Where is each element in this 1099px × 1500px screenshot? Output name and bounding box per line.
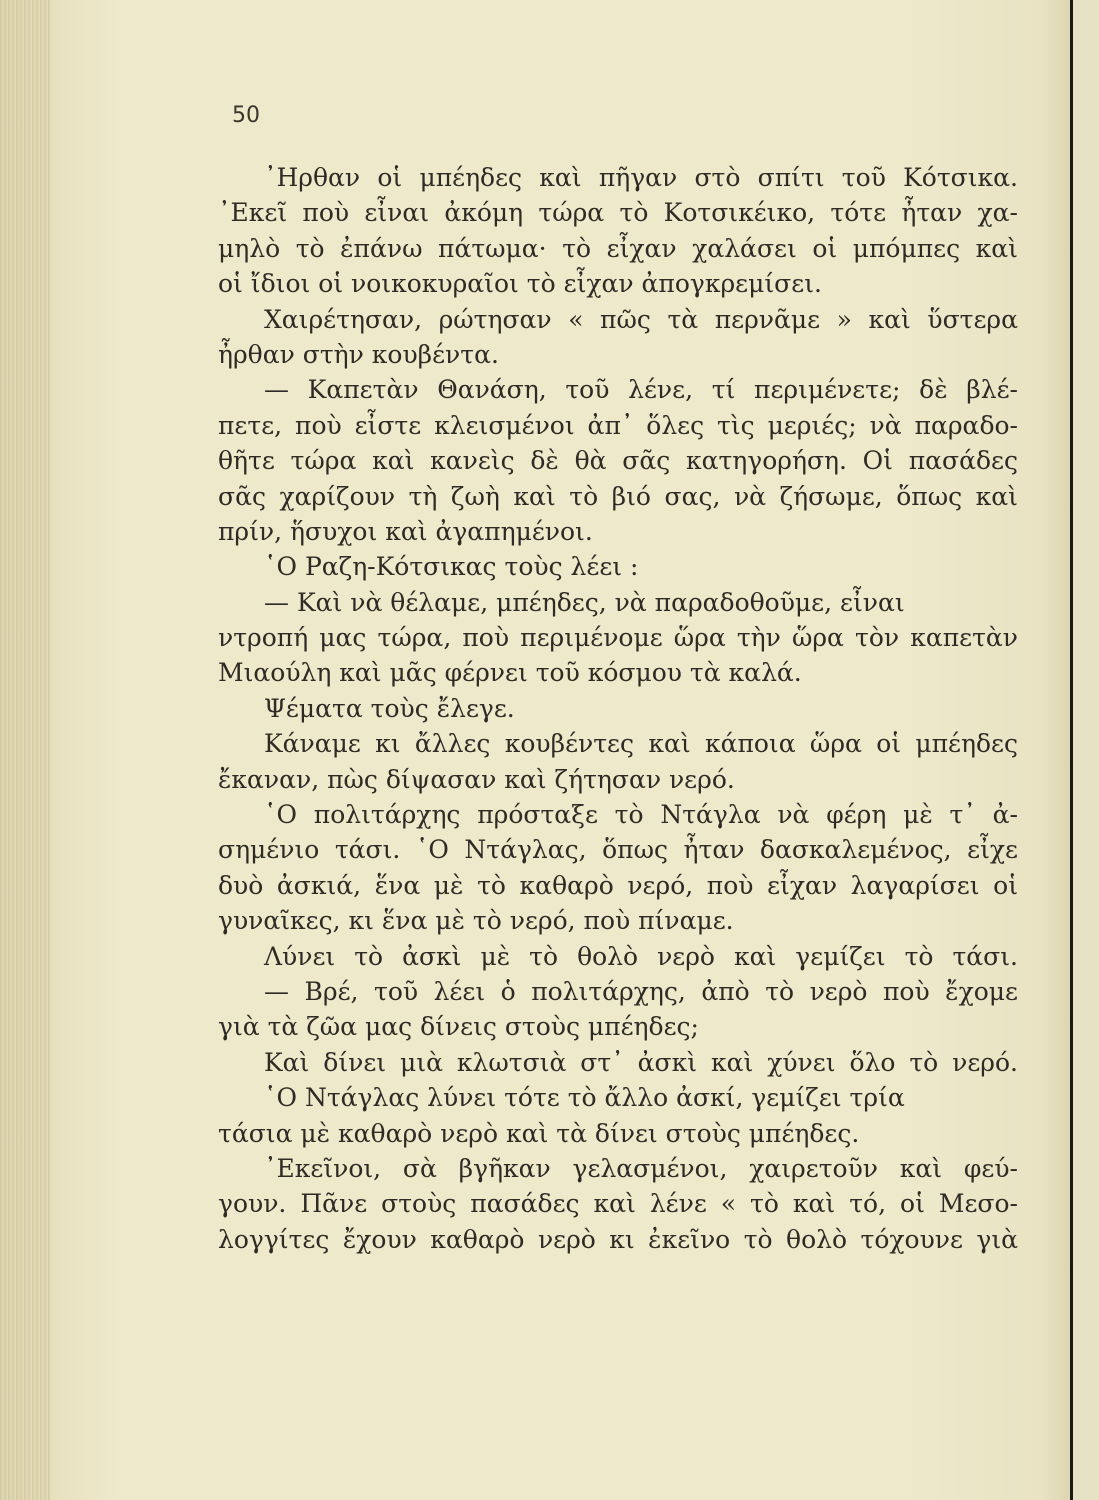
text-line: ἔκαναν, πὼς δίψασαν καὶ ζήτησαν νερό. xyxy=(218,764,735,794)
text-line: — Καὶ νὰ θέλαμε, μπέηδες, νὰ παραδοθοῦμε, εἶναι xyxy=(264,587,905,617)
text-line: θῆτε τώρα καὶ κανεὶς δὲ θὰ σᾶς κατηγορήση. Οἱ πασάδες xyxy=(218,446,1018,476)
text-line: λογγίτες ἔχουν καθαρὸ νερὸ κι ἐκεῖνο τὸ θολὸ τόχουνε γιὰ xyxy=(218,1224,1018,1254)
text-line: ᾽Εκεῖνοι, σὰ βγῆκαν γελασμένοι, χαιρετοῦν καὶ φεύ- xyxy=(264,1153,1018,1183)
text-line: ᾽Εκεῖ ποὺ εἶναι ἀκόμη τώρα τὸ Κοτσικέικο, τότε ἦταν χα- xyxy=(218,198,1018,228)
text-line: ῾Ο Ντάγλας λύνει τότε τὸ ἄλλο ἀσκί, γεμίζει τρία xyxy=(264,1083,905,1113)
text-line: σημένιο τάσι. ῾Ο Ντάγλας, ὅπως ἦταν δασκαλεμένος, εἶχε xyxy=(218,835,1018,865)
text-line: — Βρέ, τοῦ λέει ὁ πολιτάρχης, ἀπὸ τὸ νερὸ ποὺ ἔχομε xyxy=(264,976,1018,1006)
text-line: Καὶ δίνει μιὰ κλωτσιὰ στ᾽ ἀσκὶ καὶ χύνει ὅλο τὸ νερό. xyxy=(264,1047,1018,1077)
text-line: οἱ ἴδιοι οἱ νοικοκυραῖοι τὸ εἶχαν ἀπογκρεμίσει. xyxy=(218,269,822,299)
text-line: γουν. Πᾶνε στοὺς πασάδες καὶ λένε « τὸ καὶ τό, οἱ Μεσο- xyxy=(218,1189,1018,1219)
text-line: Μιαούλη καὶ μᾶς φέρνει τοῦ κόσμου τὰ καλά. xyxy=(218,658,802,688)
next-page-edge xyxy=(1070,0,1099,1500)
text-line: ντροπή μας τώρα, ποὺ περιμένομε ὥρα τὴν ὥρα τὸν καπετὰν xyxy=(218,623,1018,653)
text-line: γιὰ τὰ ζῶα μας δίνεις στοὺς μπέηδες; xyxy=(218,1012,699,1042)
text-line: — Καπετὰν Θανάση, τοῦ λένε, τί περιμένετε; δὲ βλέ- xyxy=(264,375,1018,405)
text-line: γυναῖκες, κι ἕνα μὲ τὸ νερό, ποὺ πίναμε. xyxy=(218,906,734,936)
page-number: 50 xyxy=(232,103,260,128)
text-line: ᾽Ηρθαν οἱ μπέηδες καὶ πῆγαν στὸ σπίτι τοῦ Κότσικα. xyxy=(264,163,1018,192)
text-line: τάσια μὲ καθαρὸ νερὸ καὶ τὰ δίνει στοὺς μπέηδες. xyxy=(218,1118,860,1148)
text-line: Κάναμε κι ἄλλες κουβέντες καὶ κάποια ὥρα οἱ μπέηδες xyxy=(264,729,1018,759)
text-line: πετε, ποὺ εἶστε κλεισμένοι ἀπ᾽ ὅλες τὶς μεριές; νὰ παραδο- xyxy=(218,410,1018,440)
body-text xyxy=(218,160,1018,1257)
text-line: ἦρθαν στὴν κουβέντα. xyxy=(218,339,499,369)
text-line: σᾶς χαρίζουν τὴ ζωὴ καὶ τὸ βιό σας, νὰ ζήσωμε, ὅπως καὶ xyxy=(218,481,1018,511)
text-line: μηλὸ τὸ ἐπάνω πάτωμα· τὸ εἶχαν χαλάσει οἱ μπόμπες καὶ xyxy=(218,233,1018,263)
text-line: πρίν, ἥσυχοι καὶ ἀγαπημένοι. xyxy=(218,516,593,546)
text-line: ῾Ο πολιτάρχης πρόσταξε τὸ Ντάγλα νὰ φέρη μὲ τ᾽ ἀ- xyxy=(264,800,1018,830)
page-edges xyxy=(0,0,50,1500)
text-line: ῾Ο Ραζη-Κότσικας τοὺς λέει : xyxy=(264,552,639,582)
text-line: δυὸ ἀσκιά, ἕνα μὲ τὸ καθαρὸ νερό, ποὺ εἶχαν λαγαρίσει οἱ xyxy=(218,870,1018,900)
text-line: Λύνει τὸ ἀσκὶ μὲ τὸ θολὸ νερὸ καὶ γεμίζει τὸ τάσι. xyxy=(264,941,1018,971)
text-line: Ψέματα τοὺς ἔλεγε. xyxy=(264,693,515,723)
text-line: Χαιρέτησαν, ρώτησαν « πῶς τὰ περνᾶμε » καὶ ὕστερα xyxy=(264,304,1018,334)
